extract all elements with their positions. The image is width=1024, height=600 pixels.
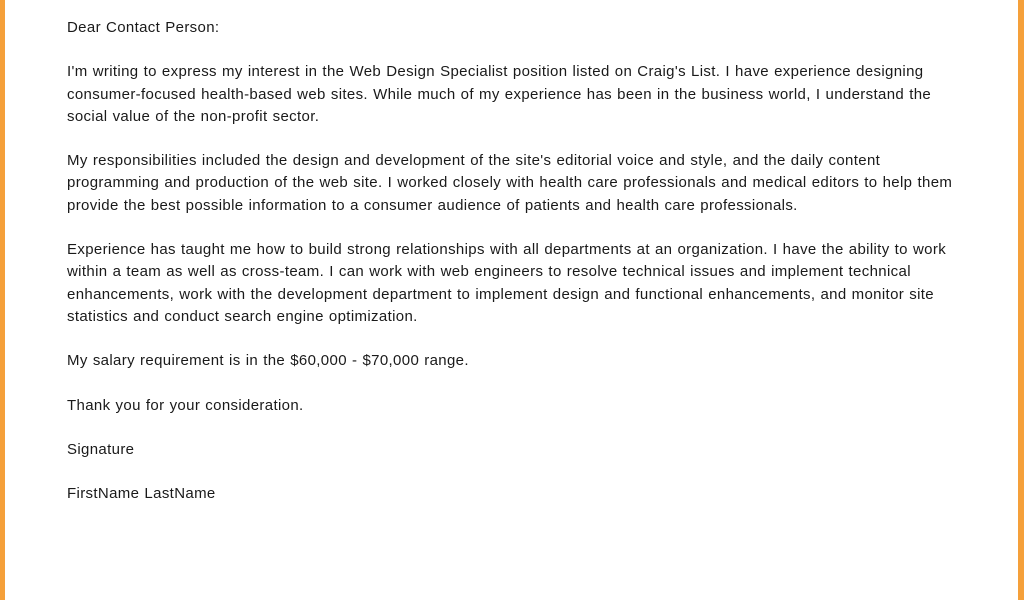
signature-label: Signature (67, 440, 135, 458)
paragraph-interest: I'm writing to express my interest in the Web Design Specialist position listed on Craig's List. I have experience designing consumer-focused health-based web sites. While much of my experience has been in the business world, I understand the social value of the non-profit sector. (67, 63, 932, 125)
left-border (0, 0, 5, 600)
paragraph-responsibilities: My responsibilities included the design and development of the site's editorial voice and style, and the daily content programming and production of the web site. I worked closely with health care professionals and medical editors to help them provide the best possible information to a consumer audience of patients and health care professionals. (67, 152, 953, 214)
greeting: Dear Contact Person: (67, 19, 220, 36)
cover-letter (67, 17, 967, 527)
right-border (1018, 0, 1024, 600)
paragraph-salary: My salary requirement is in the $60,000 - $70,000 range. (67, 352, 469, 370)
paragraph-experience: Experience has taught me how to build strong relationships with all departments at an organization. I have the ability to work within a team as well as cross-team. I can work with web engineers to resolve technical issues and implement technical enhancements, work with the development department to implement design and functional enhancements, and monitor site statistics and conduct search engine optimization. (67, 241, 947, 325)
sender-name: FirstName LastName (67, 485, 216, 503)
closing: Thank you for your consideration. (67, 396, 304, 414)
